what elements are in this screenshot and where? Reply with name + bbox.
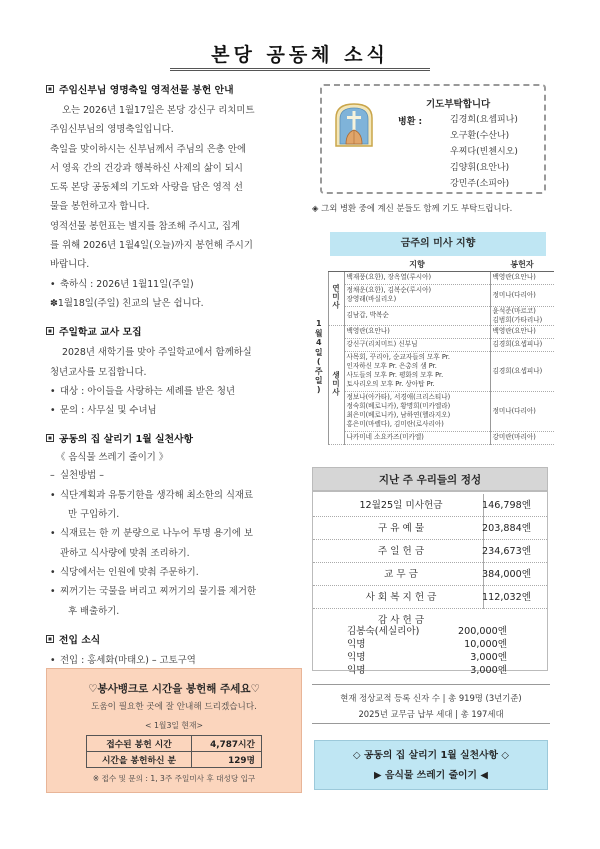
list-item: 우찌다(빈첸시오) <box>450 147 518 157</box>
offering-row <box>313 563 547 586</box>
table-row <box>310 271 554 284</box>
sec1-line: 영적선물 봉헌표는 별지를 참조해 주시고, 집계 <box>50 220 240 232</box>
table-row: 접수된 봉헌 시간 4,787시간 <box>87 736 262 752</box>
square-bullet-icon <box>46 635 54 643</box>
sec3-heading: 공동의 집 살리기 1월 실천사항 <box>46 431 298 445</box>
sec1-line: 축일을 맞이하시는 신부님께서 주님의 은총 안에 <box>50 143 247 155</box>
sec2-heading: 주일학교 교사 모집 <box>46 324 298 338</box>
sec4-heading: 전입 소식 <box>46 632 298 646</box>
mass-intent: 사목회, 꾸리아, 순교자들의 모후 Pr. 인자하신 모후 Pr. 은총의 샘 Pr. 사도들의 모후 Pr. 평화의 모후 Pr. 토사리오의 모후 Pr. 상아탑 Pr. <box>344 351 490 391</box>
prayer-note: ◈ 그외 병환 중에 계신 분들도 함께 기도 부탁드립니다. <box>312 203 513 213</box>
page-title: 본당 공동체 소식 <box>211 44 389 66</box>
mass-intention-heading: 금주의 미사 지향 <box>330 232 546 256</box>
square-bullet-icon <box>46 327 54 335</box>
offering-label: 사 회 복 지 헌 금 <box>365 592 437 603</box>
list-item: 강민주(소피아) <box>450 179 510 189</box>
list-item: • 문의 : 사무실 및 수녀님 <box>50 401 298 420</box>
volunteer-bank-subtitle: 도움이 필요한 곳에 잘 안내해 드리겠습니다. <box>91 702 257 712</box>
square-bullet-icon <box>46 434 54 442</box>
square-bullet-icon <box>46 85 54 93</box>
volunteer-bank-box <box>46 668 302 793</box>
mass-offerer: 정미나(다리아) <box>490 391 554 431</box>
practice-box-item: ▶ 음식물 쓰레기 줄이기 ◀ <box>374 770 488 781</box>
stats-line: 2025년 교무금 납부 세대 | 총 197세대 <box>358 709 504 719</box>
volunteer-bank-table <box>86 735 262 768</box>
column-header: 지향 <box>344 258 490 271</box>
sec1-body <box>46 101 298 275</box>
mass-offerer: 김경희(요셉피나) <box>490 351 554 391</box>
offering-row <box>313 517 547 540</box>
offering-row <box>313 586 547 609</box>
sec2-line: 청년교사를 모집합니다. <box>50 366 147 378</box>
sec1-line: 서 영육 간의 건강과 행복하신 사제의 삶이 되시 <box>50 162 243 174</box>
list-item: • 식당에서는 인원에 맞춰 주문하기. <box>50 563 298 582</box>
table-header-row <box>310 258 554 271</box>
list-item: • 축하식 : 2026년 1월11일(주일) <box>50 275 298 294</box>
thanks-row: 김봉숙(세실리아) 200,000엔 <box>347 626 507 637</box>
list-item: • 찌꺼기는 국물을 버리고 찌꺼기의 물기를 제거한 후 배출하기. <box>50 582 298 621</box>
praying-hands-icon <box>332 100 376 148</box>
table-row <box>310 431 554 444</box>
volunteer-bank-title: ♡봉사뱅크로 시간을 봉헌해 주세요♡ <box>88 683 260 695</box>
mass-offerer: 김경희(요셉피나) <box>490 338 554 351</box>
practice-box-title: ◇ 공동의 집 살리기 1월 실천사항 ◇ <box>353 750 509 761</box>
list-item: • 대상 : 아이들을 사랑하는 세례를 받은 청년 <box>50 382 298 401</box>
sec1-line: 바랍니다. <box>50 259 90 271</box>
mass-type: 연미사 <box>328 271 344 325</box>
list-item: 오구환(수산나) <box>450 131 510 141</box>
mass-offerer: 윤석준(마르코) 김범희(가타리나) <box>490 306 554 325</box>
table-row <box>310 325 554 338</box>
table-row <box>310 338 554 351</box>
left-column <box>46 82 298 670</box>
parish-stats <box>312 684 550 724</box>
offering-label: 주 일 헌 금 <box>377 546 425 557</box>
thanks-row: 익명 10,000엔 <box>347 639 507 650</box>
practice-box <box>314 740 548 790</box>
offering-label: 12월25일 미사헌금 <box>359 500 443 511</box>
mass-date: 1월4일(주일) <box>310 271 328 444</box>
thanks-offering-label: 감 사 헌 금 <box>377 615 425 626</box>
sec1-line: 오는 2026년 1월17일은 본당 강신구 리치미트 <box>62 105 255 116</box>
sec1-line: 를 위해 2026년 1월4일(오늘)까지 봉헌해 주시기 <box>50 240 253 252</box>
mass-intent: 정채운(요한), 김복순(루시아) 장영래(바실리오) <box>344 284 490 306</box>
mass-offerer: 정미나(다리아) <box>490 284 554 306</box>
table-row <box>310 351 554 391</box>
offering-value: 203,884엔 <box>482 523 531 534</box>
list-item: 김양휘(요안나) <box>450 163 510 173</box>
sec3-dash <box>46 466 298 485</box>
offering-table <box>312 491 548 676</box>
offering-label: 구 유 예 물 <box>377 523 425 534</box>
mass-type: 생미사 <box>328 325 344 444</box>
mass-intent: 강신구(리치미트) 신부님 <box>344 338 490 351</box>
column-header: 봉헌자 <box>490 258 554 271</box>
thanks-row: 익명 3,000엔 <box>347 665 507 676</box>
page-title-wrap <box>170 40 430 67</box>
offering-row <box>313 540 547 563</box>
table-row: 시간을 봉헌하신 분 129명 <box>87 752 262 768</box>
sec2-bullets <box>46 382 298 421</box>
list-item: 김경희(요셉피나) <box>450 115 518 125</box>
list-item: • 전입 : 홍세화(마태오) – 고토구역 <box>50 651 298 670</box>
mass-intent: 정보나(아가타), 서경애(크리스티나) 정숙희(베로니카), 황명희(미카엘라) 최은미(베로니카), 남하연(헬라지오) 홍은미(마렐다), 김미란(로사리아) <box>344 391 490 431</box>
table-row <box>310 284 554 306</box>
mass-intent: 김남갑, 박복순 <box>344 306 490 325</box>
sec1-bullets <box>46 275 298 294</box>
volunteer-bank-date: < 1월3일 현재> <box>144 721 204 730</box>
sec1-line: 주임신부님의 영명축일입니다. <box>50 124 174 136</box>
sec3-sub: 《 음식물 쓰레기 줄이기 》 <box>56 452 169 464</box>
list-item: • 식재료는 한 끼 분량으로 나누어 투명 용기에 보 관하고 식사량에 맞춰 조리하기. <box>50 524 298 563</box>
table-row <box>310 391 554 431</box>
sec3-bullets <box>46 486 298 621</box>
prayer-label: 병환 : <box>398 117 423 127</box>
list-item: – 실천방법 – <box>50 466 298 485</box>
offering-value: 384,000엔 <box>482 569 531 580</box>
mass-intent: 백영란(요안나) <box>344 325 490 338</box>
offering-value: 234,673엔 <box>482 546 531 557</box>
sec2-line: 2028년 새학기를 맞아 주일학교에서 함께하실 <box>62 347 252 359</box>
sec1-heading: 주임신부님 영명축일 영적선물 봉헌 안내 <box>46 82 298 96</box>
prayer-names <box>450 112 518 192</box>
thanks-row: 익명 3,000엔 <box>347 652 507 663</box>
sec2-body <box>46 343 298 382</box>
mass-intent: 백재풍(요한), 장옥열(루시아) <box>344 271 490 284</box>
offering-heading: 지난 주 우리들의 정성 <box>312 467 548 491</box>
sec1-line: 물을 봉헌하고자 합니다. <box>50 201 150 213</box>
offering-value: 146,798엔 <box>482 500 531 511</box>
table-row <box>310 306 554 325</box>
sec1-note: ✽1월18일(주일) 친교의 날은 쉽니다. <box>50 297 204 309</box>
mass-intention-table <box>310 258 554 445</box>
volunteer-bank-footer: ※ 접수 및 문의 : 1, 3주 주일미사 후 대성당 입구 <box>92 774 256 783</box>
mass-intent: 나카미네 소요카즈(미카엘) <box>344 431 490 444</box>
prayer-title: 기도부탁합니다 <box>426 99 491 110</box>
list-item: • 식단계획과 유통기한을 생각해 최소한의 식재료 만 구입하기. <box>50 486 298 525</box>
mass-offerer: 강미란(마리아) <box>490 431 554 444</box>
offering-row <box>313 494 547 517</box>
mass-offerer: 백영란(요안나) <box>490 271 554 284</box>
stats-line: 현재 정상교적 등록 신자 수 | 총 919명 (3년기준) <box>340 693 522 703</box>
title-rule <box>170 68 430 71</box>
offering-label: 교 무 금 <box>384 569 418 580</box>
sec1-line: 도록 본당 공동체의 기도와 사랑을 담은 영적 선 <box>50 182 243 194</box>
offering-value: 112,032엔 <box>482 592 531 603</box>
prayer-request-box <box>320 84 546 194</box>
mass-offerer: 백영란(요안나) <box>490 325 554 338</box>
